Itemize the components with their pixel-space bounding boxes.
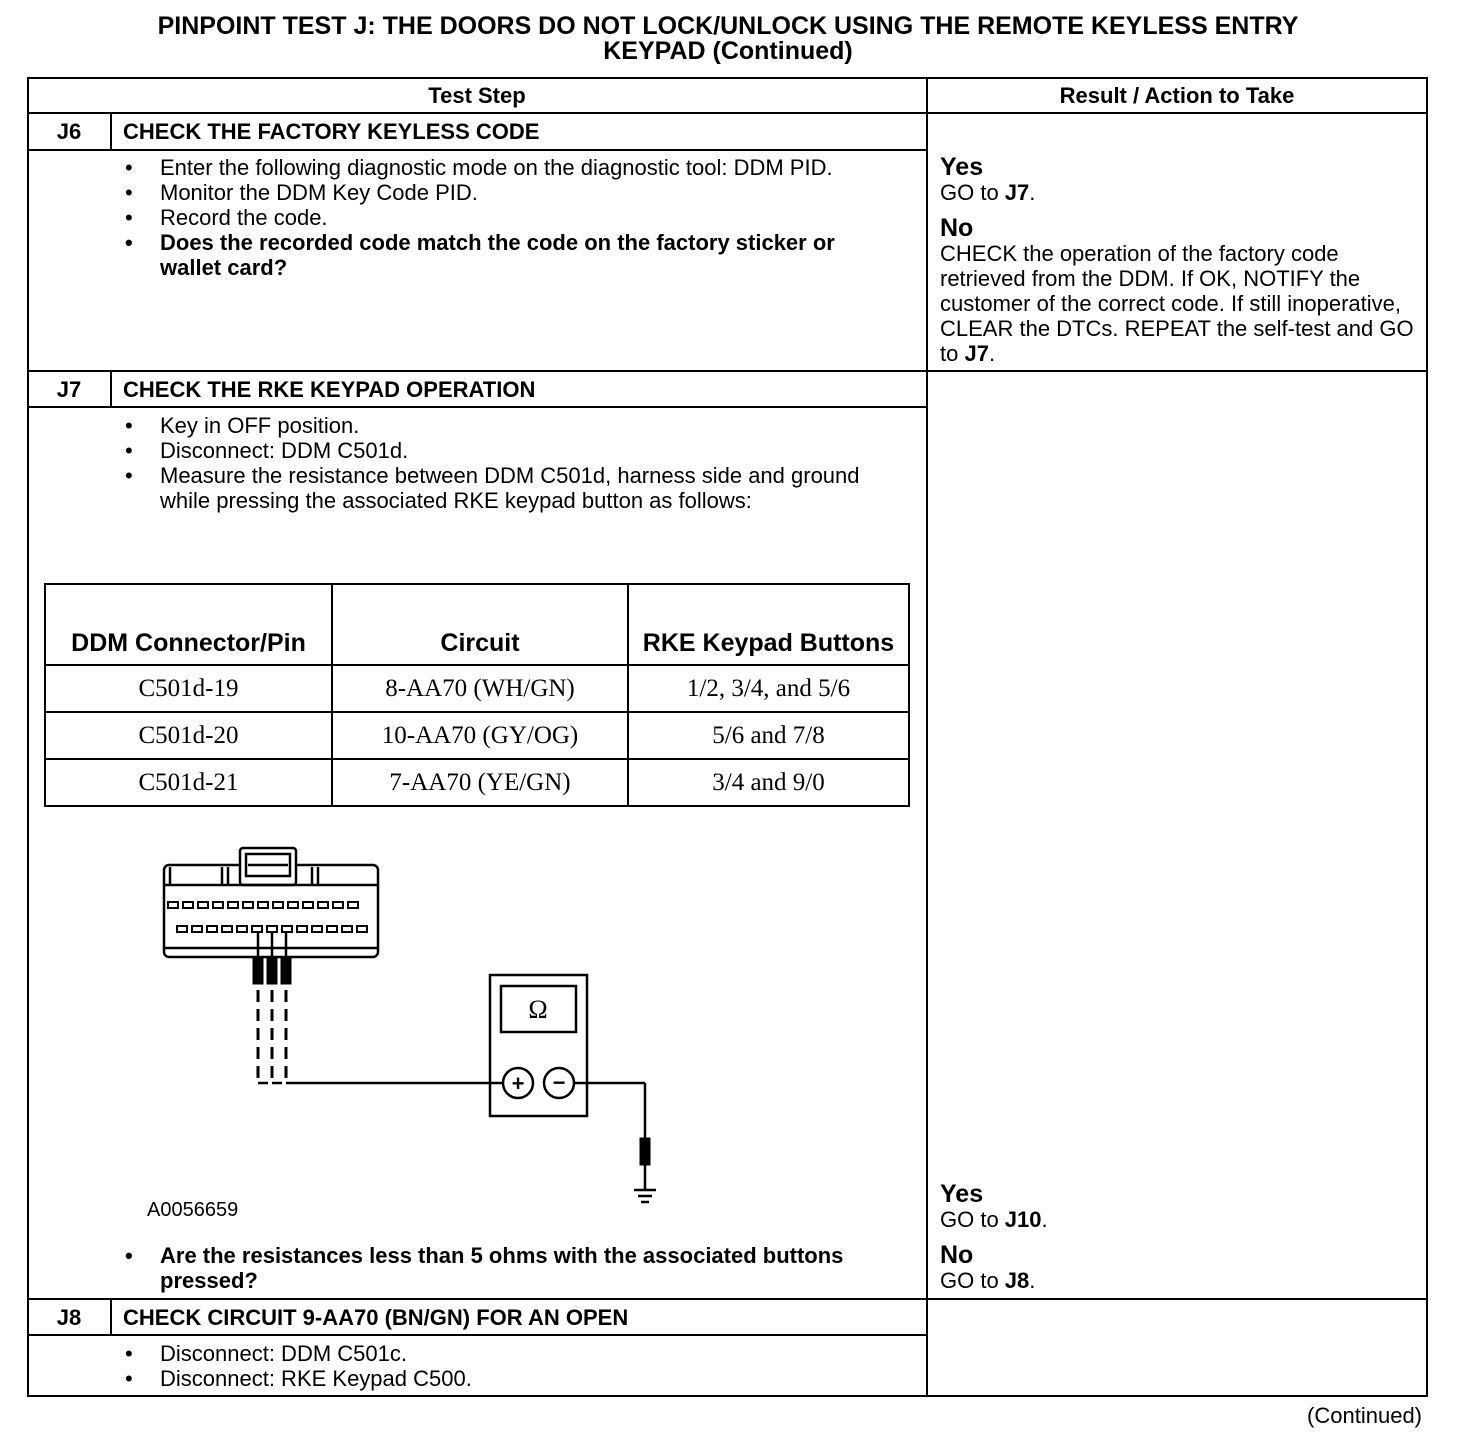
connector-pin [288, 902, 298, 908]
wires [253, 932, 650, 1190]
table-row [45, 665, 909, 712]
punct: . [1029, 1268, 1036, 1293]
step-j6-bullets [125, 155, 895, 280]
table-cell: 3/4 and 9/0 [628, 759, 909, 806]
punct: . [1029, 180, 1036, 205]
connector-pin [222, 926, 232, 932]
page-title [0, 14, 1456, 64]
step-j7-bullets [125, 413, 895, 513]
table-row [45, 759, 909, 806]
connector-meter-diagram [150, 840, 750, 1230]
step-id: J6 [56, 119, 82, 144]
connector-pin [228, 902, 238, 908]
list-item [125, 180, 895, 205]
list-item [125, 1366, 895, 1391]
connector-pin [258, 902, 268, 908]
bullet-text: Disconnect: RKE Keypad C500. [160, 1366, 472, 1391]
divider [926, 77, 928, 1397]
question-text: Does the recorded code match the code on the factory sticker or wallet card? [160, 230, 835, 280]
bullet-text: Key in OFF position. [160, 413, 360, 438]
bullet: • [125, 1366, 133, 1391]
yes-label: Yes [940, 153, 984, 181]
table-cell: 10-AA70 (GY/OG) [332, 712, 628, 759]
divider [1426, 77, 1428, 1397]
pin-table [44, 583, 910, 807]
connector-pin [348, 902, 358, 908]
continued-label: (Continued) [1307, 1403, 1422, 1428]
list-item [125, 205, 895, 230]
table-cell: C501d-21 [45, 759, 332, 806]
column-header: DDM Connector/Pin [45, 584, 332, 665]
divider [27, 77, 1428, 79]
punct: . [988, 341, 996, 366]
yes-label: Yes [940, 1180, 984, 1208]
list-item [125, 413, 895, 438]
column-header: Circuit [332, 584, 628, 665]
step-title: CHECK THE RKE KEYPAD OPERATION [123, 377, 536, 402]
step-j8-bullets [125, 1341, 895, 1391]
result-j6 [940, 154, 1415, 366]
connector-pin [237, 926, 247, 932]
divider [27, 149, 928, 151]
divider [27, 370, 1428, 372]
divider [27, 77, 29, 1397]
connector-pin [333, 902, 343, 908]
table-cell: 7-AA70 (YE/GN) [332, 759, 628, 806]
bullet: • [125, 230, 133, 255]
bullet: • [125, 438, 133, 463]
bullet: • [125, 155, 133, 180]
table-cell: C501d-20 [45, 712, 332, 759]
list-item [125, 230, 895, 280]
step-j7-question [125, 1243, 895, 1293]
step-title: CHECK CIRCUIT 9-AA70 (BN/GN) FOR AN OPEN [123, 1305, 629, 1330]
no-action: CHECK the operation of the factory code retrieved from the DDM. If OK, NOTIFY the customer of the correct code. If still inoperative, CLEAR the DTCs. REPEAT the self-test and GO to [940, 241, 1414, 366]
no-label: No [940, 1241, 974, 1269]
step-id: J8 [56, 1305, 82, 1330]
header-test-step: Test Step [428, 83, 526, 108]
column-header: RKE Keypad Buttons [628, 584, 909, 665]
bullet: • [125, 180, 133, 205]
bullet: • [125, 463, 133, 488]
list-item [125, 155, 895, 180]
ohm-symbol: Ω [528, 995, 548, 1024]
divider [27, 1395, 1428, 1397]
divider [27, 406, 928, 408]
step-id: J7 [56, 377, 82, 402]
list-item [125, 1243, 895, 1293]
connector-pin [207, 926, 217, 932]
step-title: CHECK THE FACTORY KEYLESS CODE [123, 119, 540, 144]
table-cell: 5/6 and 7/8 [628, 712, 909, 759]
minus-terminal: − [552, 1070, 566, 1095]
divider [27, 1298, 1428, 1300]
bullet-text: Monitor the DDM Key Code PID. [160, 180, 478, 205]
connector-pin [342, 926, 352, 932]
header-result: Result / Action to Take [1059, 83, 1295, 108]
connector-pin [198, 902, 208, 908]
bullet: • [125, 1341, 133, 1366]
table-cell: 8-AA70 (WH/GN) [332, 665, 628, 712]
connector-pin [327, 926, 337, 932]
yes-target: J10 [1004, 1207, 1042, 1232]
bullet-text: Record the code. [160, 205, 328, 230]
yes-action: GO to [940, 1207, 1005, 1232]
divider [27, 1334, 928, 1336]
connector-pin [282, 926, 292, 932]
bullet-text: Disconnect: DDM C501d. [160, 438, 409, 463]
bullet-text: Measure the resistance between DDM C501d, harness side and ground while pressing the associated RKE keypad button as follows: [160, 463, 860, 513]
connector-pin [213, 902, 223, 908]
connector-pin [177, 926, 187, 932]
bullet: • [125, 205, 133, 230]
connector-pin [183, 902, 193, 908]
figure-id: A0056659 [147, 1199, 239, 1221]
table-cell: 1/2, 3/4, and 5/6 [628, 665, 909, 712]
connector-pin [312, 926, 322, 932]
connector-pin [357, 926, 367, 932]
no-target: J8 [1004, 1268, 1030, 1293]
list-item [125, 1341, 895, 1366]
no-action: GO to [940, 1268, 1005, 1293]
no-target: J7 [964, 341, 989, 366]
table-row [45, 712, 909, 759]
result-j7 [940, 1181, 1415, 1293]
no-label: No [940, 214, 974, 242]
question-text: Are the resistances less than 5 ohms with the associated buttons pressed? [160, 1243, 844, 1293]
bullet: • [125, 1243, 133, 1268]
connector-pin [243, 902, 253, 908]
table-header-row [45, 584, 909, 665]
connector-pin [267, 926, 277, 932]
connector-pin [192, 926, 202, 932]
bullet-text: Disconnect: DDM C501c. [160, 1341, 407, 1366]
ground-icon [634, 1190, 656, 1202]
connector-pin [303, 902, 313, 908]
punct: . [1041, 1207, 1048, 1232]
table-cell: C501d-19 [45, 665, 332, 712]
connector-pin [297, 926, 307, 932]
divider [27, 112, 1428, 114]
yes-action: GO to [940, 180, 1005, 205]
bullet-text: Enter the following diagnostic mode on the diagnostic tool: DDM PID. [160, 155, 833, 180]
connector-pin [252, 926, 262, 932]
yes-target: J7 [1004, 180, 1030, 205]
title-line-2: KEYPAD (Continued) [603, 37, 853, 65]
connector-pin [168, 902, 178, 908]
connector-pin [273, 902, 283, 908]
bullet: • [125, 413, 133, 438]
list-item [125, 463, 895, 513]
connector-pin [318, 902, 328, 908]
plus-terminal: + [511, 1071, 525, 1096]
title-line-1: PINPOINT TEST J: THE DOORS DO NOT LOCK/UNLOCK USING THE REMOTE KEYLESS ENTRY [157, 12, 1299, 40]
list-item [125, 438, 895, 463]
